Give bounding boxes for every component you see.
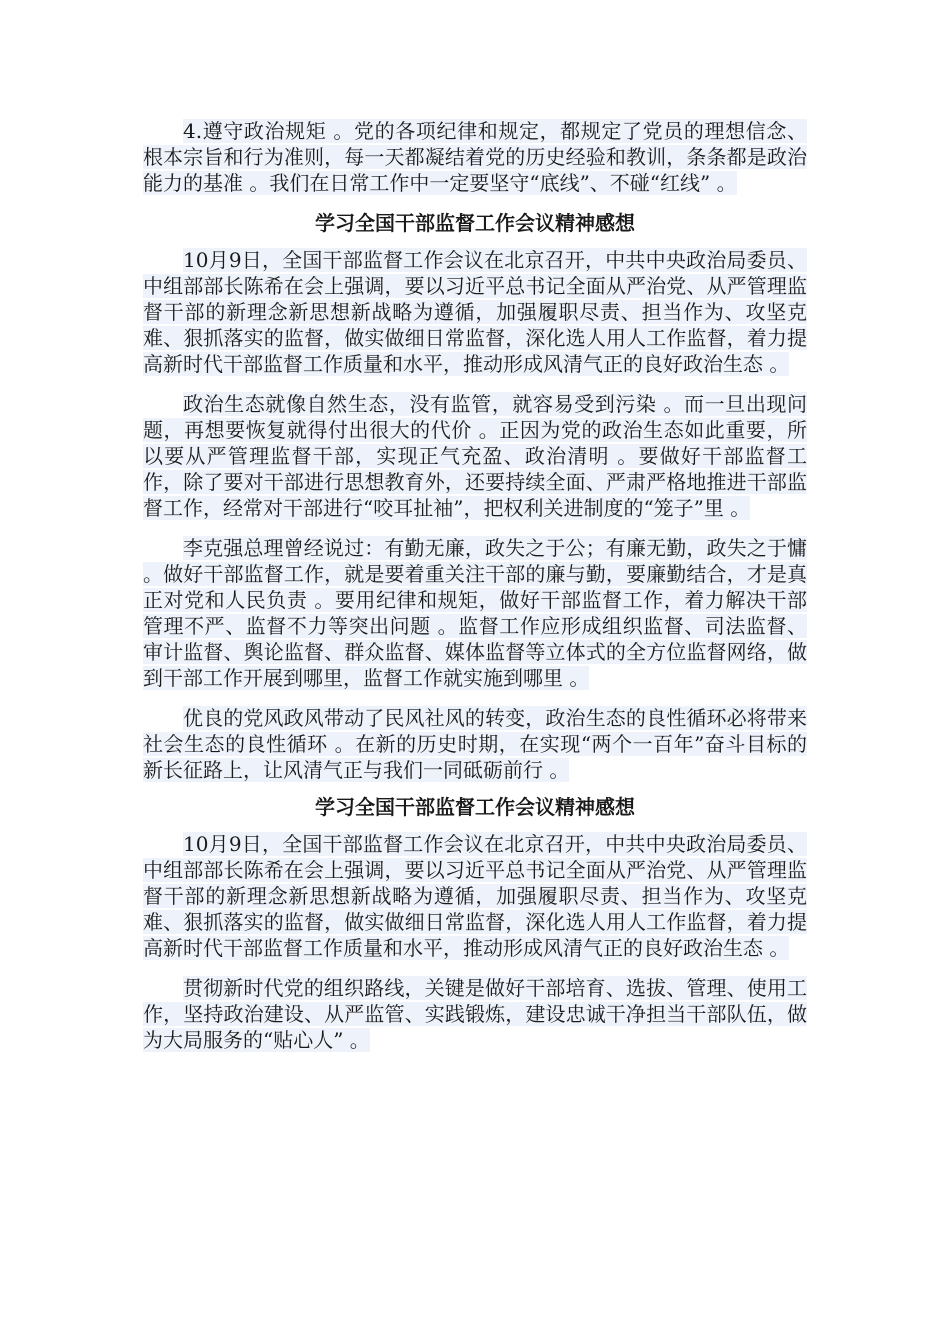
paragraph: 10月9日，全国干部监督工作会议在北京召开，中共中央政治局委员、中组部部长陈希在会上强调，要以习近平总书记全面从严治党、从严管理监督干部的新理念新思想新战略为遵循，加强履职尽责、担当作为、攻坚克难、狠抓落实的监督，做实做细日常监督，深化选人用人工作监督，着力提高新时代干部监督工作质量和水平，推动形成风清气正的良好政治生态 。 (143, 832, 807, 960)
document-page (143, 118, 807, 1053)
paragraph: 李克强总理曾经说过：有勤无廉，政失之于公；有廉无勤，政失之于慵 。做好干部监督工作，就是要着重关注干部的廉与勤，要廉勤结合，才是真正对党和人民负责 。要用纪律和规矩，做好干部监督工作，着力解决干部管理不严、监督不力等突出问题 。监督工作应形成组织监督、司法监督、审计监督、舆论监督、群众监督、媒体监督等立体式的全方位监督网络，做到干部工作开展到哪里，监督工作就实施到哪里 。 (143, 536, 807, 690)
paragraph: 10月9日，全国干部监督工作会议在北京召开，中共中央政治局委员、中组部部长陈希在会上强调，要以习近平总书记全面从严治党、从严管理监督干部的新理念新思想新战略为遵循，加强履职尽责、担当作为、攻坚克难、狠抓落实的监督，做实做细日常监督，深化选人用人工作监督，着力提高新时代干部监督工作质量和水平，推动形成风清气正的良好政治生态 。 (143, 248, 807, 376)
paragraph: 贯彻新时代党的组织路线，关键是做好干部培育、选拔、管理、使用工作，坚持政治建设、从严监管、实践锻炼，建设忠诚干净担当干部队伍，做为大局服务的“贴心人” 。 (143, 976, 807, 1052)
paragraph: 政治生态就像自然生态，没有监管，就容易受到污染 。而一旦出现问题，再想要恢复就得付出很大的代价 。正因为党的政治生态如此重要，所以要从严管理监督干部，实现正气充盈、政治清明 。要做好干部监督工作，除了要对干部进行思想教育外，还要持续全面、严肃严格地推进干部监督工作，经常对干部进行“咬耳扯袖”，把权利关进制度的“笼子”里 。 (143, 392, 807, 520)
paragraph: 优良的党风政风带动了民风社风的转变，政治生态的良性循环必将带来社会生态的良性循环 。在新的历史时期，在实现“两个一百年”奋斗目标的新长征路上，让风清气正与我们一同砥砺前行 。 (143, 706, 807, 782)
paragraph-political-rules: 4.遵守政治规矩 。党的各项纪律和规定，都规定了党员的理想信念、根本宗旨和行为准则，每一天都凝结着党的历史经验和教训，条条都是政治能力的基准 。我们在日常工作中一定要坚守“底线”、不碰“红线” 。 (143, 119, 807, 195)
section-title: 学习全国干部监督工作会议精神感想 (315, 211, 635, 235)
section-title: 学习全国干部监督工作会议精神感想 (315, 795, 635, 819)
